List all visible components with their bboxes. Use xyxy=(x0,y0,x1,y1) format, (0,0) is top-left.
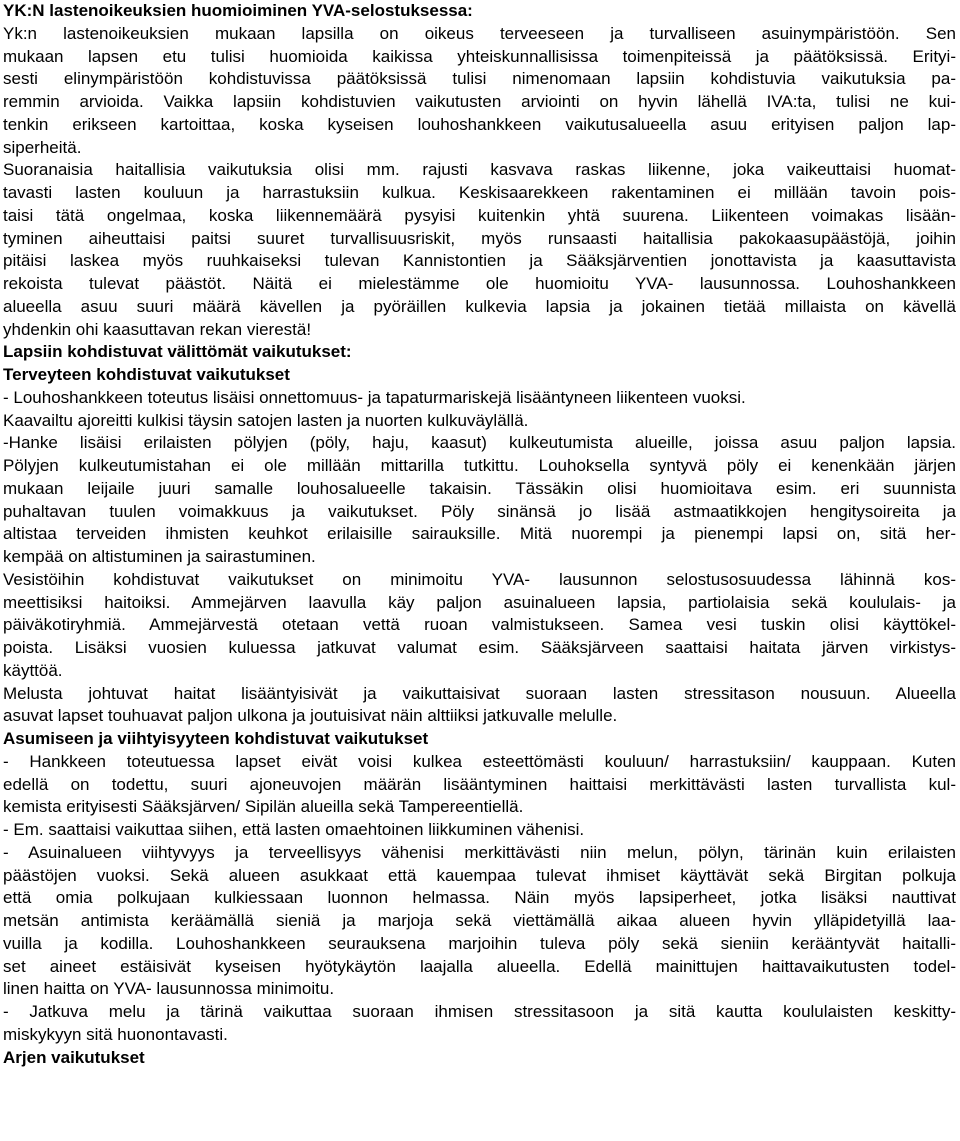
paragraph-line: Suoranaisia haitallisia vaikutuksia olisi mm. rajusti kasvava raskas liikenne, joka vaikeuttaisi huomat- xyxy=(3,160,956,180)
paragraph-line: yhdenkin ohi kaasuttavan rekan vierestä! xyxy=(3,319,312,339)
paragraph-line: - Louhoshankkeen toteutus lisäisi onnettomuus- ja tapaturmariskejä lisääntyneen liikenteen vuoksi. xyxy=(3,387,746,407)
paragraph-line: tavasti lasten kouluun ja harrastuksiin kulkua. Keskisaarekkeen rakentaminen ei millään tavoin pois- xyxy=(3,183,956,202)
paragraph-line: -Hanke lisäisi erilaisten pölyjen (pöly, haju, kaasut) kulkeutumista alueille, joissa asuu paljon lapsia. xyxy=(3,433,956,453)
paragraph-line: set aineet estäisivät kyseisen hyötykäytön laajalla alueella. Edellä mainittujen haittavaikutusten todel- xyxy=(3,956,956,976)
paragraph-line: Yk:n lastenoikeuksien mukaan lapsilla on oikeus terveeseen ja turvalliseen asuinympäristöön. Sen xyxy=(3,23,956,43)
paragraph-line: - Hankkeen toteutuessa lapset eivät voisi kulkea esteettömästi kouluun/ harrastuksiin/ kauppaan. Kuten xyxy=(3,751,956,771)
paragraph-line: - Asuinalueen viihtyvyys ja terveellisyys vähenisi merkittävästi niin melun, pölyn, tärinän kuin erilaisten xyxy=(3,842,956,862)
paragraph-line: sesti elinympäristöön kohdistuvissa päätöksissä tulisi nimenomaan lapsiin kohdistuvia vaikutuksia pa- xyxy=(3,69,956,89)
paragraph-line: poista. Lisäksi vuosien kuluessa jatkuvat valumat esim. Sääksjärveen saattaisi haitata järven virkistys- xyxy=(3,638,956,657)
paragraph-line: siperheitä. xyxy=(3,137,82,157)
paragraph-line: edellä on todettu, suuri ajoneuvojen määrän lisääntyminen haittaisi merkittävästi lasten turvallista kul- xyxy=(3,774,956,794)
paragraph-line: metsän antimista keräämällä sieniä ja marjoja sekä viettämällä aikaa alueen hyvin ylläpidetyillä laa- xyxy=(3,911,956,930)
paragraph-line: remmin arvioida. Vaikka lapsiin kohdistuvien vaikutusten arviointi on hyvin lähellä IVA:ta, tulisi ne kui- xyxy=(3,92,956,111)
paragraph-line: puhaltavan tuulen voimakkuus ja vaikutukset. Pöly sinänsä jo lisää astmaatikkojen hengitysoireita ja xyxy=(3,501,956,521)
paragraph-line: kempää on altistuminen ja sairastuminen. xyxy=(3,547,316,566)
paragraph-line: asuvat lapset touhuavat paljon ulkona ja joutuisivat näin alttiiksi jatkuvalle melulle. xyxy=(3,706,618,726)
paragraph-line: taisi tätä ongelmaa, koska liikennemäärä pysyisi kuitenkin yhtä suurena. Liikenteen voimakas lisään- xyxy=(3,205,956,225)
paragraph-line: Melusta johtuvat haitat lisääntyisivät ja vaikuttaisivat suoraan lasten stressitason nousuun. Alueella xyxy=(3,683,956,703)
paragraph-line: Vesistöihin kohdistuvat vaikutukset on minimoitu YVA- lausunnon selostusosuudessa lähinnä kos- xyxy=(3,569,956,589)
paragraph-line: käyttöä. xyxy=(3,660,63,680)
section-heading: YK:N lastenoikeuksien huomioiminen YVA-selostuksessa: xyxy=(3,1,473,20)
section-heading: Lapsiin kohdistuvat välittömät vaikutukset: xyxy=(3,342,352,362)
section-heading: Asumiseen ja viihtyisyyteen kohdistuvat vaikutukset xyxy=(3,729,429,748)
paragraph-line: alueella asuu suuri määrä kävellen ja pyöräillen kulkevia lapsia ja jokainen tietää millaista on kävellä xyxy=(3,296,956,316)
section-heading: Terveyteen kohdistuvat vaikutukset xyxy=(3,365,290,384)
paragraph-line: mukaan lapsen etu tulisi huomioida kaikissa yhteiskunnallisissa toimenpiteissä ja päätöksissä. Erityi- xyxy=(3,46,956,66)
paragraph-line: tyminen aiheuttaisi paitsi suuret turvallisuusriskit, myös runsaasti haitallisia pakokaasupäästöjä, joihin xyxy=(3,228,956,248)
document-body xyxy=(3,0,956,1069)
paragraph-line: päiväkotiryhmiä. Ammejärvestä otetaan vettä ruoan valmistukseen. Samea vesi tuskin olisi käyttökel- xyxy=(3,615,956,635)
paragraph-line: - Jatkuva melu ja tärinä vaikuttaa suoraan ihmisen stressitasoon ja sitä kautta koululaisten keskitty- xyxy=(3,1002,956,1021)
paragraph-line: kemista erityisesti Sääksjärven/ Sipilän alueilla sekä Tampereentiellä. xyxy=(3,797,524,817)
paragraph-line: Pölyjen kulkeutumistahan ei ole millään mittarilla tutkittu. Louhoksella syntyvä pöly ei kenenkään järjen xyxy=(3,456,956,475)
paragraph-line: päästöjen vuoksi. Sekä alueen asukkaat että kauempaa tulevat ihmiset käyttävät sekä Birgitan polkuja xyxy=(3,865,956,885)
paragraph-line: linen haitta on YVA- lausunnossa minimoitu. xyxy=(3,979,335,999)
paragraph-line: mukaan leijaile juuri samalle louhosalueelle takaisin. Tässäkin olisi huomioitava esim. eri suunnista xyxy=(3,478,956,498)
paragraph-line: tenkin erikseen kartoittaa, koska kyseisen louhoshankkeen vaikutusalueella asuu erityisen paljon lap- xyxy=(3,114,956,134)
paragraph-line: altistaa terveiden ihmisten keuhkot erilaisille sairauksille. Mitä nuorempi ja pienempi lapsi on, sitä her- xyxy=(3,524,956,544)
paragraph-line: Kaavailtu ajoreitti kulkisi täysin satojen lasten ja nuorten kulkuväylällä. xyxy=(3,410,529,430)
paragraph-line: rekoista tulevat päästöt. Näitä ei mielestämme ole huomioitu YVA- lausunnossa. Louhoshankkeen xyxy=(3,274,956,293)
paragraph-line: meettisiksi haitoiksi. Ammejärven laavulla käy paljon asuinalueen lapsia, partiolaisia sekä koululais- ja xyxy=(3,592,956,612)
section-heading: Arjen vaikutukset xyxy=(3,1047,145,1067)
paragraph-line: että omia polkujaan kulkiessaan luonnon helmassa. Näin myös lapsiperheet, jotka lisäksi nauttivat xyxy=(3,888,956,908)
paragraph-line: vuilla ja kodilla. Louhoshankkeen seurauksena marjoihin tuleva pöly sekä sieniin kerääntyvät haitalli- xyxy=(3,933,956,953)
paragraph-line: pitäisi laskea myös ruuhkaiseksi tulevan Kannistontien ja Sääksjärventien jonottavista ja kaasuttavista xyxy=(3,251,956,271)
paragraph-line: miskykyyn sitä huonontavasti. xyxy=(3,1024,228,1044)
paragraph-line: - Em. saattaisi vaikuttaa siihen, että lasten omaehtoinen liikkuminen vähenisi. xyxy=(3,820,585,839)
